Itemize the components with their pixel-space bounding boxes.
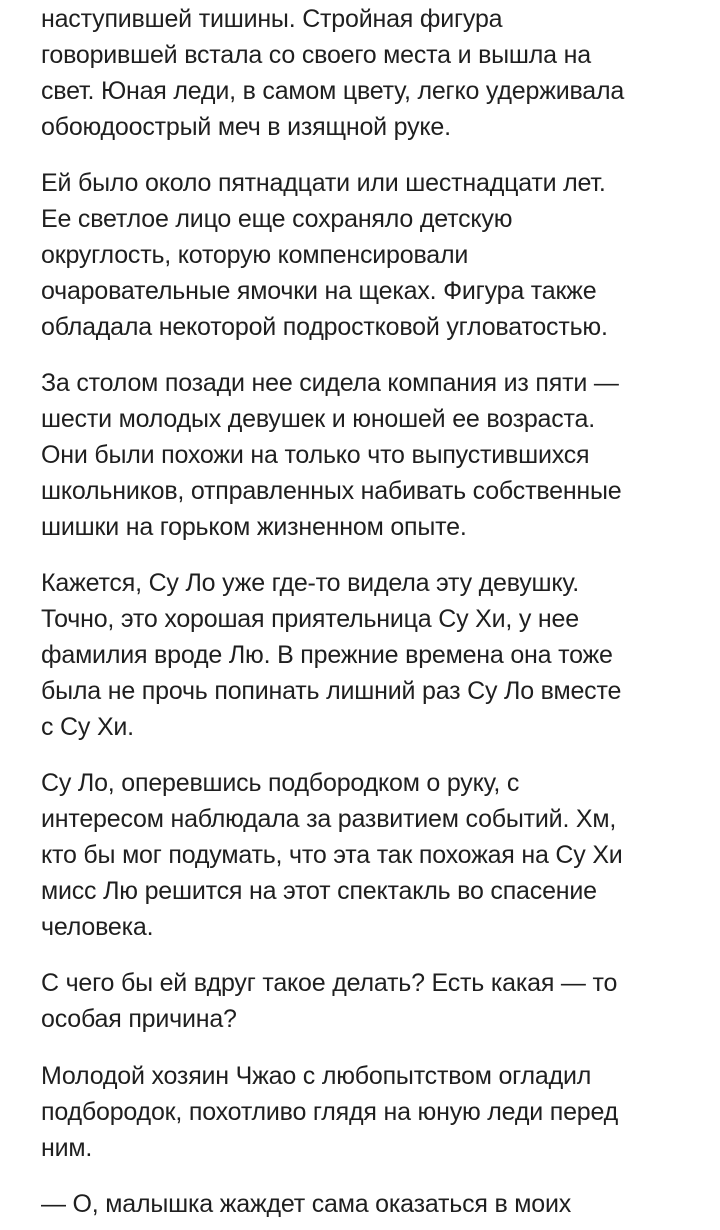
paragraph-1: наступившей тишины. Стройная фигура говорившей встала со своего места и вышла на свет. Юная леди, в самом цвету, легко удерживала обоюдоострый меч в изящной руке.	[41, 5, 625, 141]
paragraph-5: Су Ло, оперевшись подбородком о руку, с интересом наблюдала за развитием событий. Хм, кто бы мог подумать, что эта так похожая на Су Хи мисс Лю решится на этот спектакль во спасение человека.	[41, 769, 623, 941]
paragraph-2: Ей было около пятнадцати или шестнадцати лет. Ее светлое лицо еще сохраняло детскую округлость, которую компенсировали очаровательные ямочки на щеках. Фигура также обладала некоторой подростковой угловатостью.	[41, 169, 608, 341]
paragraph-7: Молодой хозяин Чжао с любопытством огладил подбородок, похотливо глядя на юную леди перед ним.	[41, 1062, 619, 1162]
paragraph-3: За столом позади нее сидела компания из пяти — шести молодых девушек и юношей ее возраста. Они были похожи на только что выпустившихся школьников, отправленных набивать собственные шишки на горьком жизненном опыте.	[41, 369, 622, 541]
paragraph-6: С чего бы ей вдруг такое делать? Есть какая — то особая причина?	[41, 969, 618, 1033]
paragraph-8: — О, малышка жаждет сама оказаться в моих	[41, 1190, 572, 1218]
paragraph-4: Кажется, Су Ло уже где-то видела эту девушку. Точно, это хорошая приятельница Су Хи, у нее фамилия вроде Лю. В прежние времена она тоже была не прочь попинать лишний раз Су Ло вместе с Су Хи.	[41, 569, 622, 741]
